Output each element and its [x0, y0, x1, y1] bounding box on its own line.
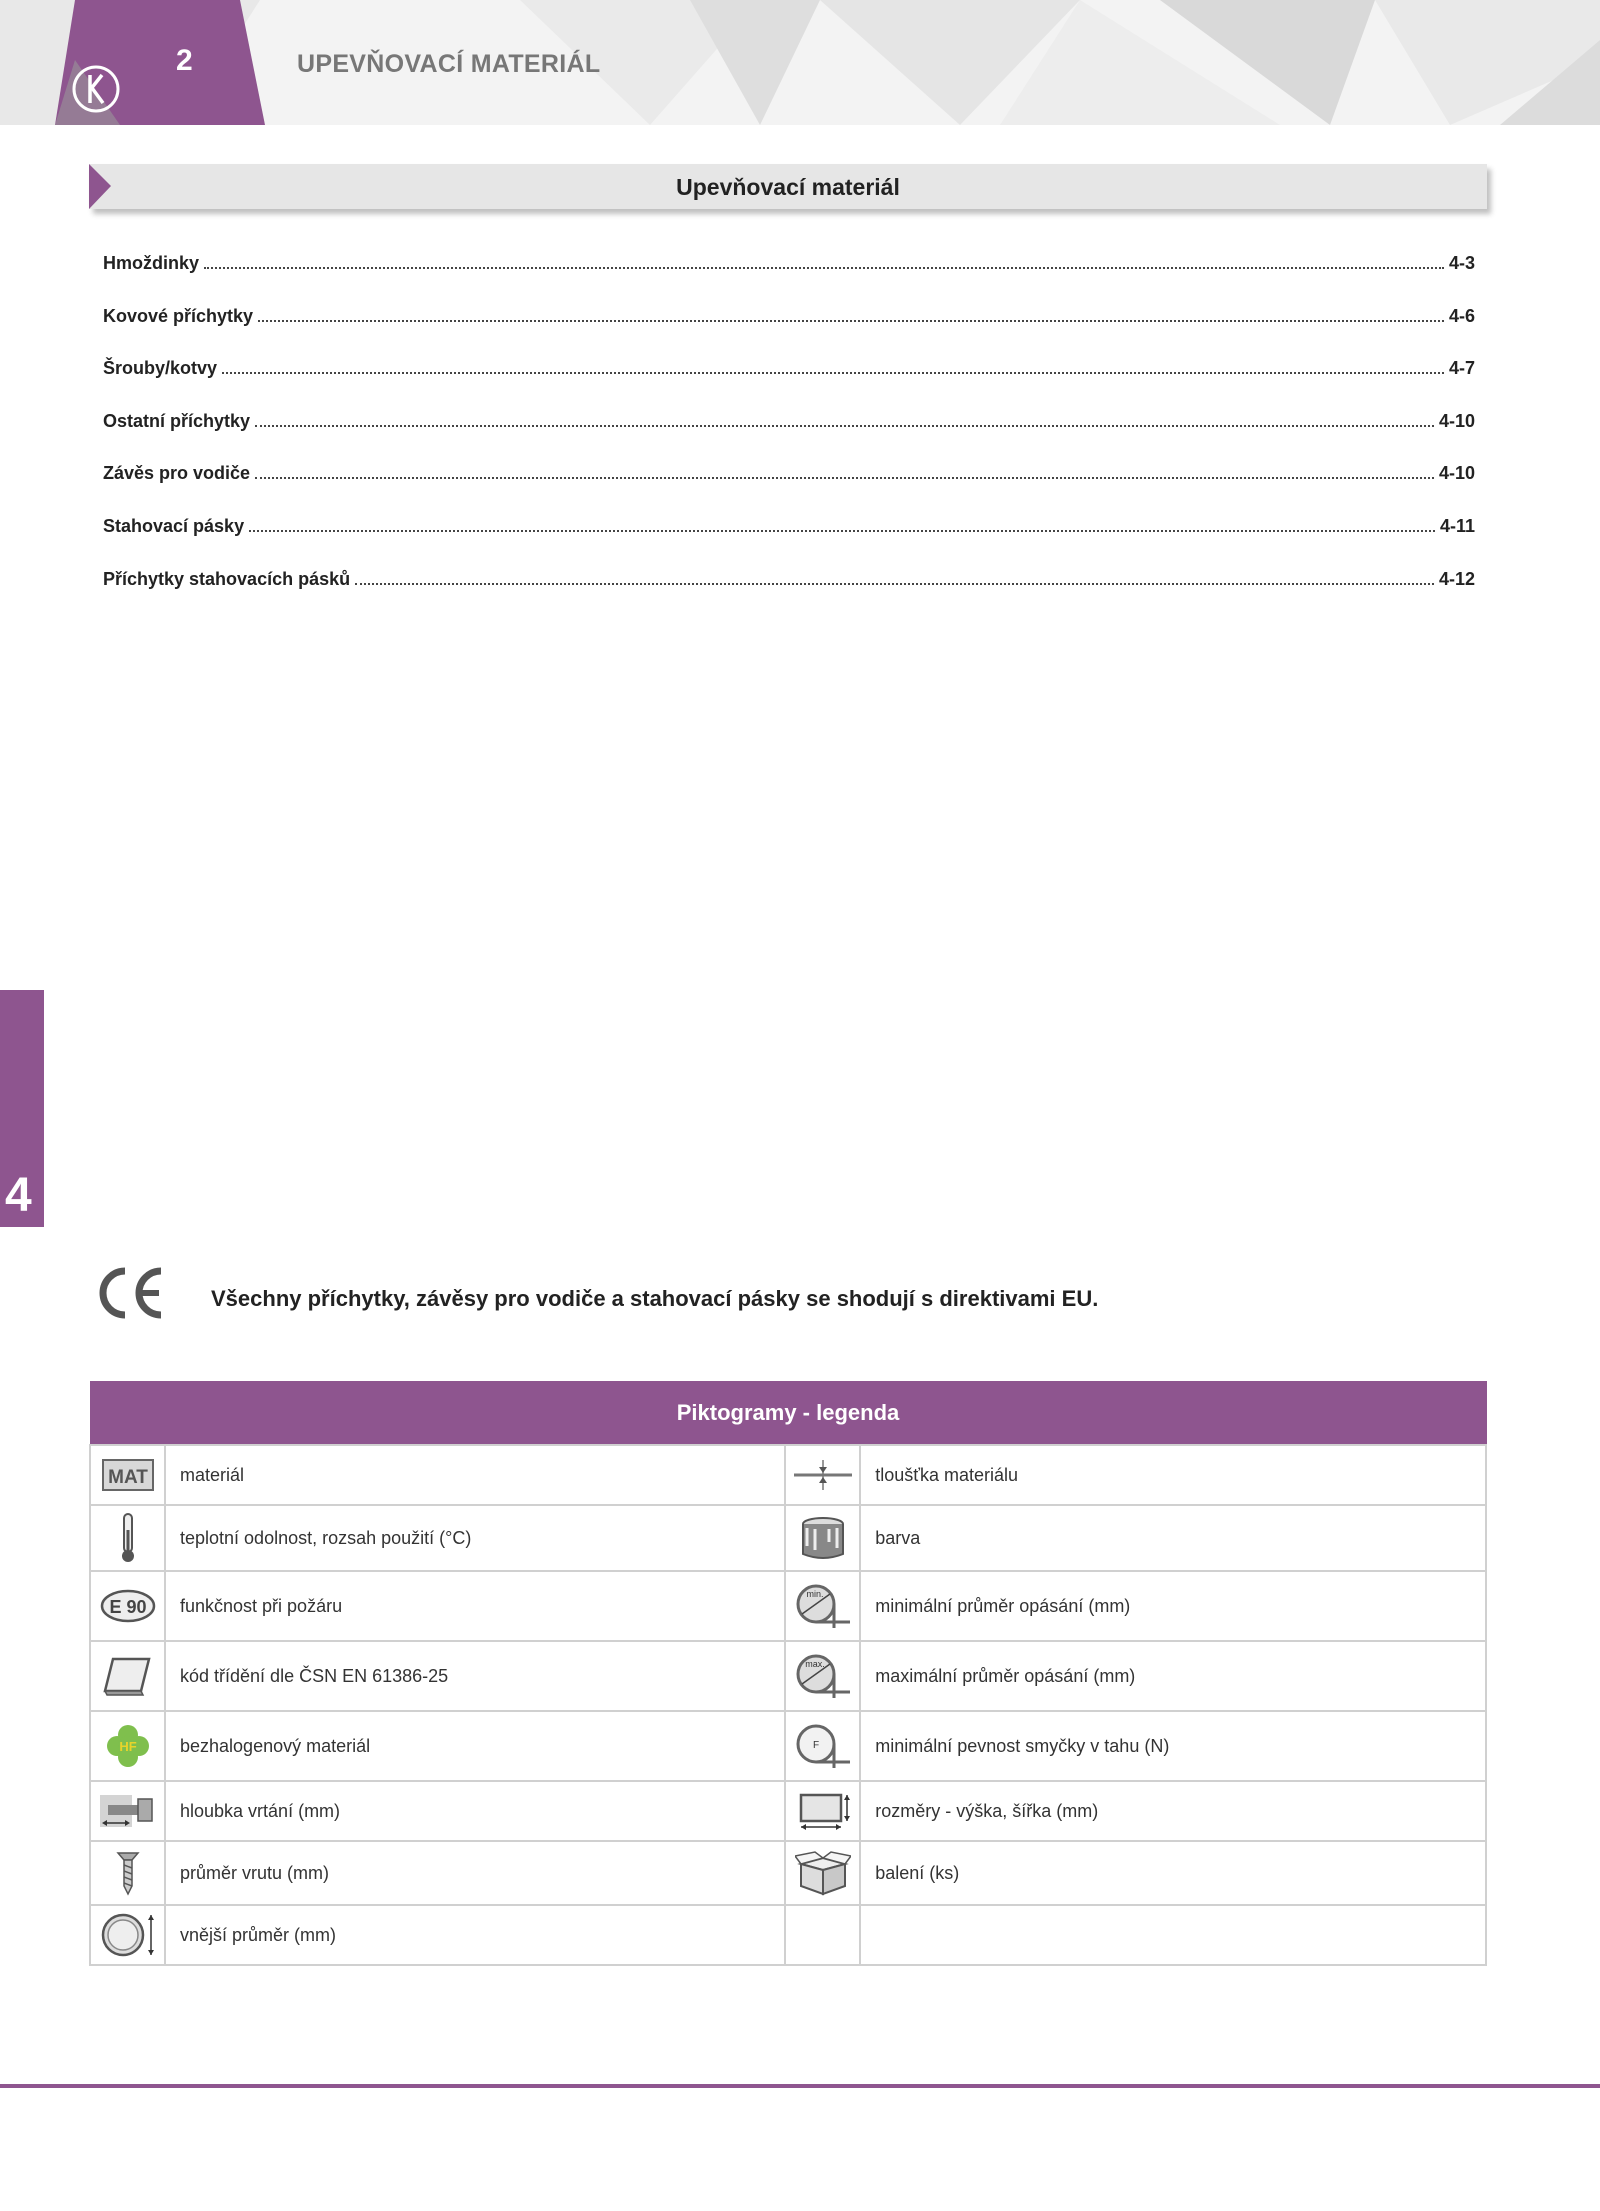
legend-title: Piktogramy - legenda	[90, 1382, 1486, 1446]
legend-text: kód třídění dle ČSN EN 61386-25	[165, 1641, 785, 1711]
toc-entry[interactable]	[103, 306, 1475, 359]
legend-text: tloušťka materiálu	[860, 1445, 1486, 1505]
empty-icon-cell	[785, 1905, 860, 1965]
toc-entry-page: 4-6	[1448, 305, 1475, 326]
table-row	[90, 1571, 1486, 1641]
book-icon	[90, 1641, 165, 1711]
ce-mark-icon	[95, 1265, 165, 1321]
halogen-free-icon	[90, 1711, 165, 1781]
legend-text	[860, 1905, 1486, 1965]
e90-icon-label: E 90	[108, 1597, 147, 1617]
max-icon-label: max.	[804, 1659, 825, 1669]
toc-dot-leader	[249, 530, 1435, 532]
chapter-side-tab-number: 4	[5, 1169, 32, 1222]
legend-text: teplotní odolnost, rozsah použití (°C)	[165, 1505, 785, 1571]
legend-text: materiál	[165, 1445, 785, 1505]
mat-icon-label: MAT	[107, 1467, 148, 1488]
legend-text: barva	[860, 1505, 1486, 1571]
legend-text: minimální pevnost smyčky v tahu (N)	[860, 1711, 1486, 1781]
legend-text: maximální průměr opásání (mm)	[860, 1641, 1486, 1711]
legend-text: bezhalogenový materiál	[165, 1711, 785, 1781]
box-icon	[785, 1841, 860, 1905]
toc-entry-page: 4-10	[1438, 410, 1475, 431]
legend-text: minimální průměr opásání (mm)	[860, 1571, 1486, 1641]
footer-divider	[0, 2084, 1600, 2088]
legend-text: rozměry - výška, šířka (mm)	[860, 1781, 1486, 1841]
toc-entry-page: 4-7	[1448, 358, 1475, 379]
toc-dot-leader	[255, 425, 1434, 427]
toc-entry[interactable]	[103, 516, 1475, 569]
min-diameter-icon	[785, 1571, 860, 1641]
max-diameter-icon	[785, 1641, 860, 1711]
toc-entry-page: 4-3	[1448, 253, 1475, 273]
table-row	[90, 1505, 1486, 1571]
toc-entry[interactable]	[103, 463, 1475, 516]
drill-depth-icon	[90, 1781, 165, 1841]
dimensions-icon	[785, 1781, 860, 1841]
table-row	[90, 1841, 1486, 1905]
table-row	[90, 1781, 1486, 1841]
paint-can-icon	[785, 1505, 860, 1571]
toc-dot-leader	[255, 477, 1434, 479]
toc-entry-label: Stahovací pásky	[103, 515, 245, 536]
toc-entry-label: Hmoždinky	[103, 253, 200, 273]
section-title-bar	[89, 164, 1487, 209]
toc-dot-leader	[355, 583, 1434, 585]
loop-strength-icon	[785, 1711, 860, 1781]
toc-entry-label: Závěs pro vodiče	[103, 463, 251, 484]
section-title: Upevňovací materiál	[676, 174, 900, 200]
table-of-contents	[103, 253, 1475, 621]
toc-entry[interactable]	[103, 569, 1475, 622]
toc-dot-leader	[258, 320, 1444, 322]
table-row	[90, 1905, 1486, 1965]
legend-text: funkčnost při požáru	[165, 1571, 785, 1641]
header-background	[0, 0, 1600, 125]
min-icon-label: min.	[806, 1589, 824, 1599]
table-row	[90, 1641, 1486, 1711]
toc-entry[interactable]	[103, 411, 1475, 464]
legend-text: vnější průměr (mm)	[165, 1905, 785, 1965]
toc-entry-label: Šrouby/kotvy	[103, 358, 218, 379]
e90-icon	[90, 1571, 165, 1641]
toc-entry[interactable]	[103, 253, 1475, 306]
eu-compliance-note: Všechny příchytky, závěsy pro vodiče a stahovací pásky se shodují s direktivami EU.	[211, 1286, 1099, 1311]
toc-entry-page: 4-12	[1438, 568, 1475, 589]
pictogram-legend-table	[89, 1381, 1487, 1966]
screw-icon	[90, 1841, 165, 1905]
toc-entry-page: 4-11	[1439, 515, 1475, 536]
page-number: 2	[176, 44, 193, 77]
toc-entry-label: Ostatní příchytky	[103, 410, 251, 431]
toc-entry[interactable]	[103, 358, 1475, 411]
chapter-title: UPEVŇOVACÍ MATERIÁL	[297, 50, 601, 78]
toc-dot-leader	[204, 267, 1444, 269]
toc-entry-label: Kovové příchytky	[103, 305, 254, 326]
chapter-side-tab	[0, 990, 44, 1227]
hf-icon-label: HF	[118, 1739, 137, 1754]
table-row	[90, 1445, 1486, 1505]
legend-text: balení (ks)	[860, 1841, 1486, 1905]
toc-dot-leader	[222, 372, 1444, 374]
table-row	[90, 1711, 1486, 1781]
thermometer-icon	[90, 1505, 165, 1571]
legend-text: průměr vrutu (mm)	[165, 1841, 785, 1905]
f-icon-label: F	[812, 1740, 819, 1751]
outer-diameter-icon	[90, 1905, 165, 1965]
mat-icon	[90, 1445, 165, 1505]
legend-text: hloubka vrtání (mm)	[165, 1781, 785, 1841]
toc-entry-label: Příchytky stahovacích pásků	[103, 568, 351, 589]
company-logo	[70, 63, 122, 115]
toc-entry-page: 4-10	[1438, 463, 1475, 484]
thickness-icon	[785, 1445, 860, 1505]
